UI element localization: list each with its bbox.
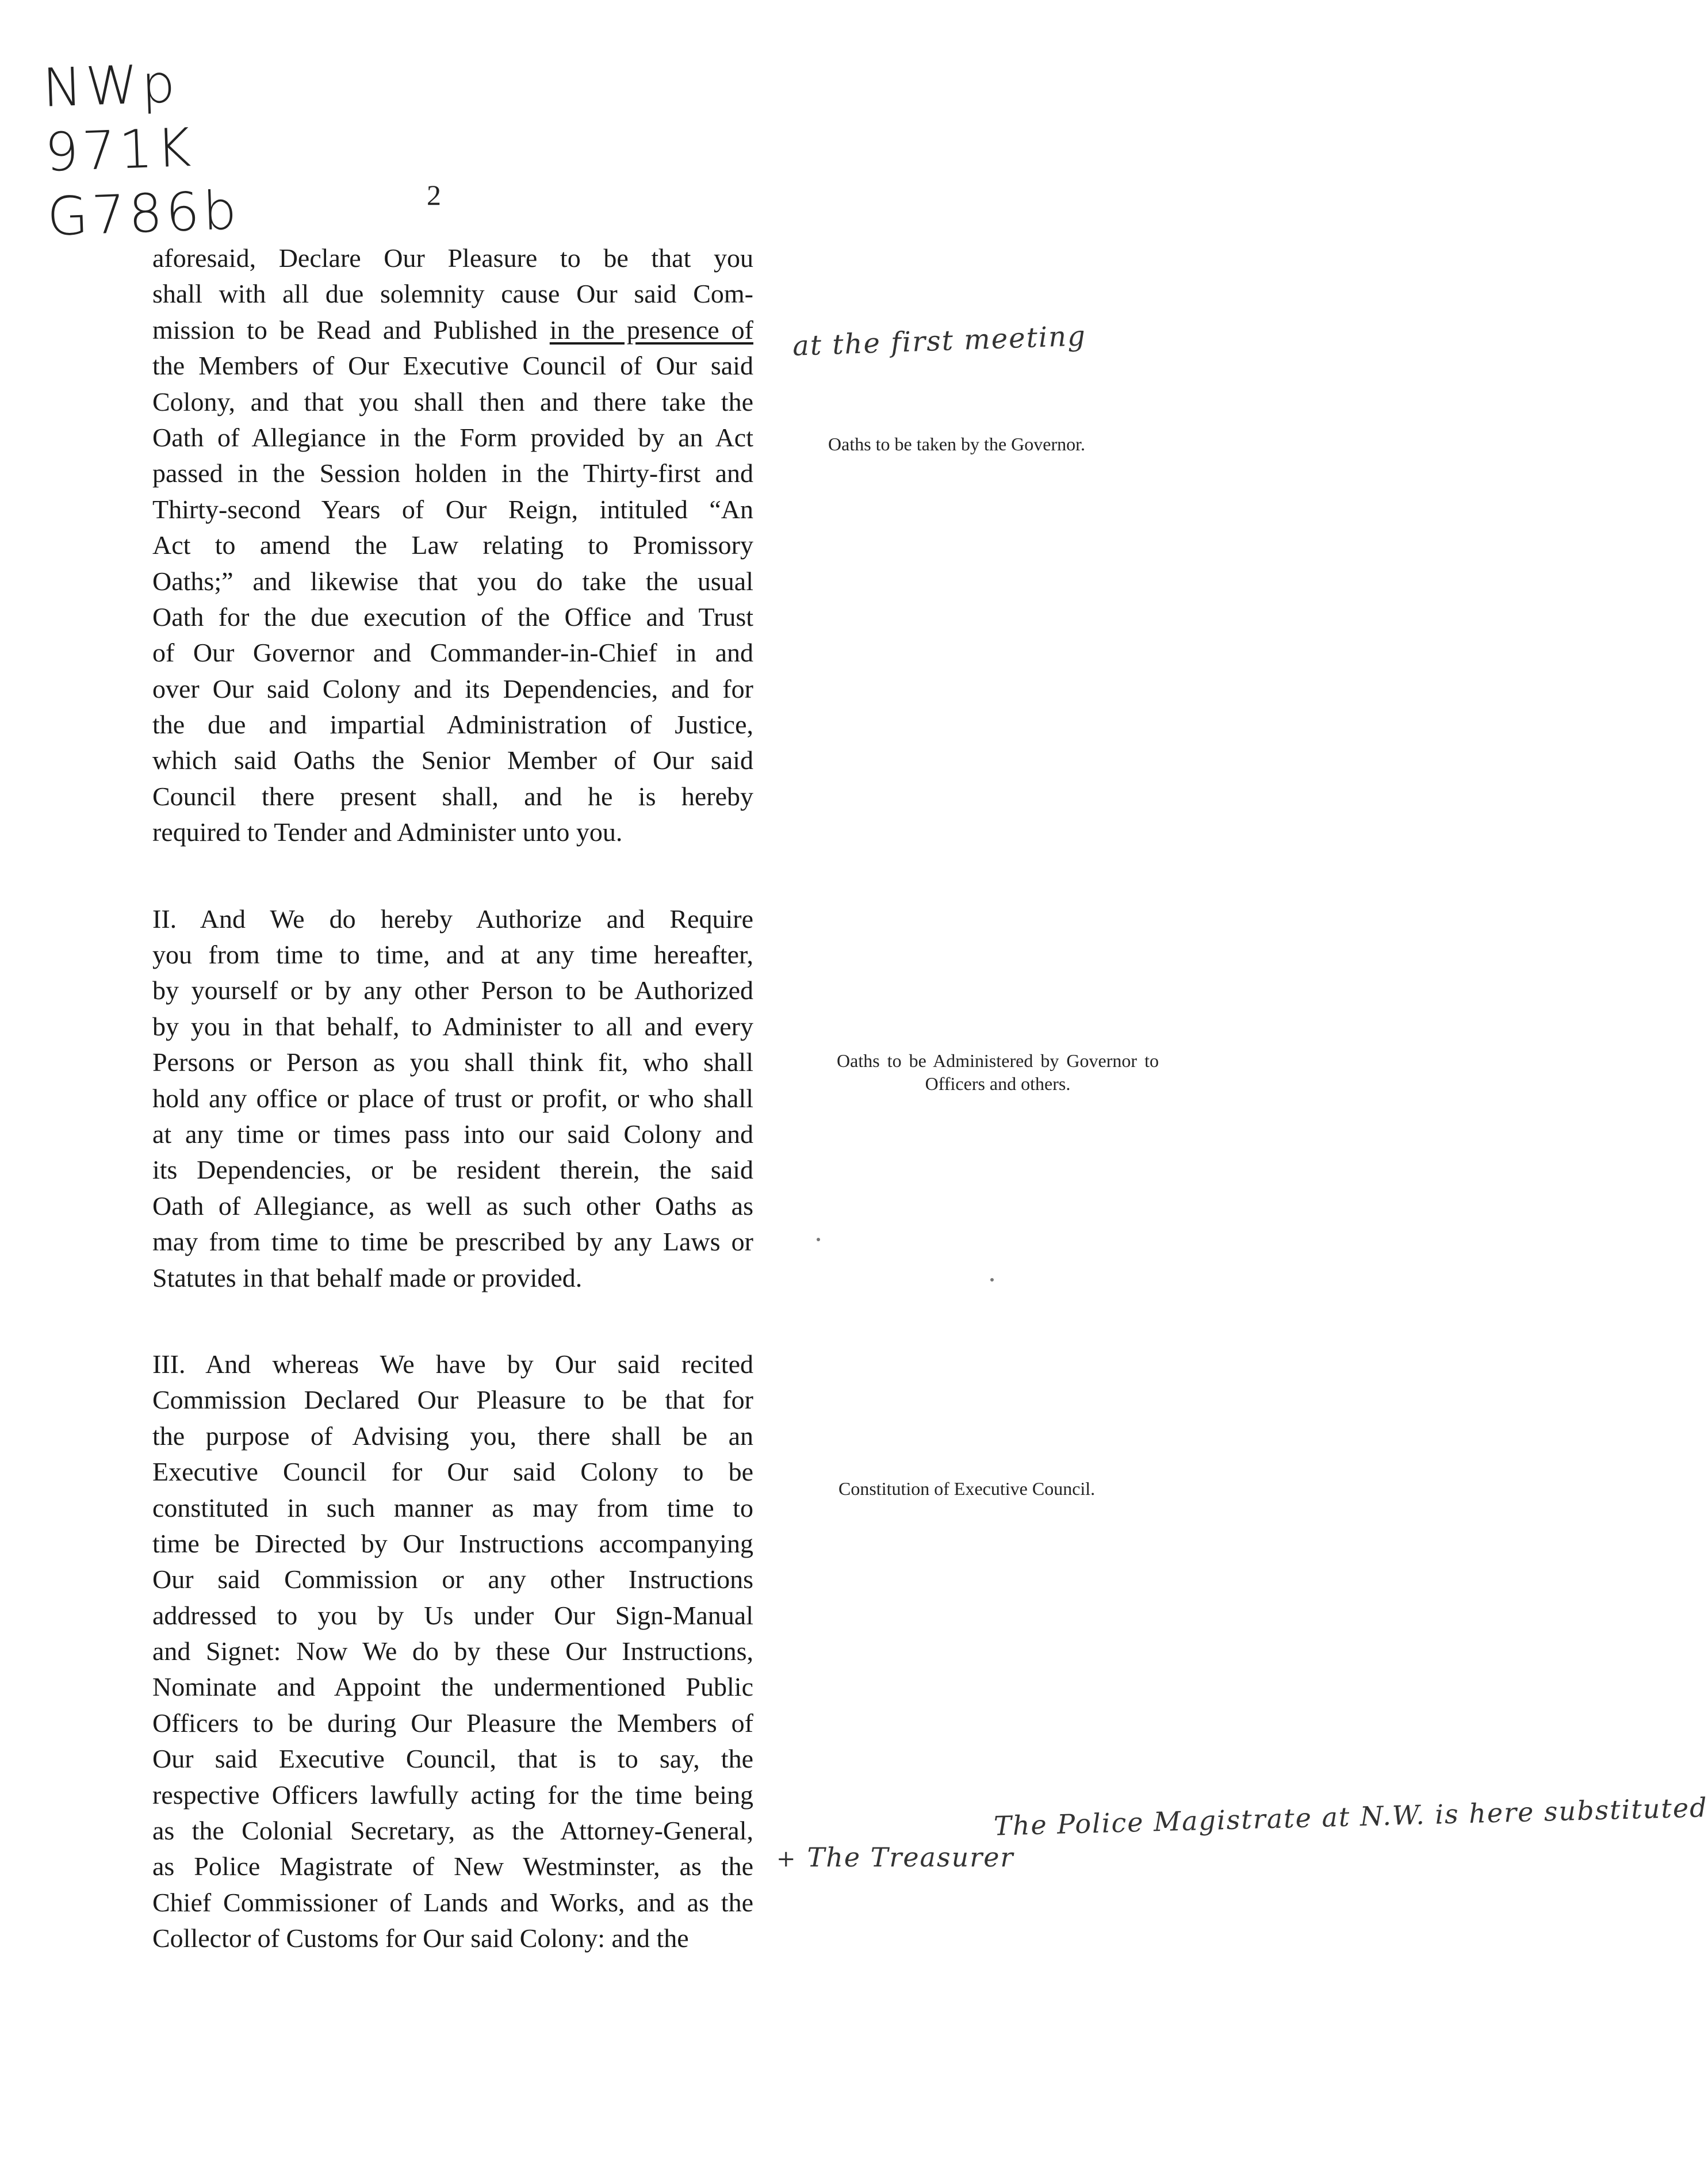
text-line: Act to amend the Law relating to Promissory — [152, 530, 753, 560]
text-line: hold any office or place of trust or profit, or who shall — [152, 1083, 753, 1113]
text-line: Colony, and that you shall then and there take the — [152, 387, 753, 416]
handwritten-call-number — [41, 49, 241, 249]
text-line: respective Officers lawfully acting for the time being — [152, 1780, 753, 1810]
text-line: Collector of Customs for Our said Colony: and the — [152, 1923, 689, 1953]
margin-note-oaths-governor: Oaths to be taken by the Governor. — [828, 434, 1085, 454]
text-line: by you in that behalf, to Administer to all and every — [152, 1011, 753, 1041]
text-line: the Members of Our Executive Council of Our said — [152, 351, 753, 381]
text-line: Oath for the due execution of the Office and Trust — [152, 602, 753, 632]
text-line: constituted in such manner as may from time to — [152, 1493, 753, 1523]
margin-note-executive-council: Constitution of Executive Council. — [838, 1478, 1096, 1499]
underlined-phrase: in the presence of — [549, 315, 753, 345]
call-number-line: G786b — [46, 179, 241, 248]
text-line: Executive Council for Our said Colony to be — [152, 1457, 753, 1487]
body-text — [152, 240, 753, 2007]
text-line: at any time or times pass into our said Colony and — [152, 1119, 753, 1149]
text-line: Statutes in that behalf made or provided. — [152, 1263, 583, 1292]
text-line: Thirty-second Years of Our Reign, intituled “An — [152, 494, 753, 524]
text-line: as Police Magistrate of New Westminster, as the — [152, 1852, 753, 1881]
handwritten-plus-sign: + — [776, 1846, 797, 1872]
text-line: which said Oaths the Senior Member of Our said — [152, 745, 753, 775]
margin-note-oaths-officers: Oaths to be Administered by Governor to Officers and others. — [837, 1050, 1159, 1094]
ink-speck — [990, 1278, 994, 1282]
text-line: by yourself or by any other Person to be Authorized — [152, 976, 753, 1005]
text-line: Nominate and Appoint the undermentioned Public — [152, 1672, 753, 1702]
text-line: as the Colonial Secretary, as the Attorney-General, — [152, 1816, 753, 1846]
text-line: Persons or Person as you shall think fit, who shall — [152, 1047, 753, 1077]
handwritten-police-magistrate: The Police Magistrate at N.W. is here substituted — [993, 1792, 1708, 1842]
text-line: its Dependencies, or be resident therein, the said — [152, 1155, 753, 1185]
text-line: mission to be Read and Published in the presence of — [152, 315, 753, 345]
text-line: over Our said Colony and its Dependencies, and for — [152, 674, 753, 703]
text-line: may from time to time be prescribed by any Laws or — [152, 1227, 753, 1257]
text-line: passed in the Session holden in the Thirty-first and — [152, 458, 753, 488]
text-line: Council there present shall, and he is hereby — [152, 781, 753, 811]
text-line: the purpose of Advising you, there shall be an — [152, 1421, 753, 1451]
handwritten-treasurer-text: The Treasurer — [807, 1842, 1014, 1873]
text-line: Commission Declared Our Pleasure to be that for — [152, 1385, 753, 1415]
text-line: Officers to be during Our Pleasure the Members of — [152, 1708, 753, 1738]
paragraph-oaths-governor — [152, 240, 753, 851]
text-line: Chief Commissioner of Lands and Works, and as the — [152, 1887, 753, 1917]
call-number-line: 971K — [44, 116, 196, 183]
text-line: addressed to you by Us under Our Sign-Manual — [152, 1600, 753, 1630]
text-line: Oath of Allegiance in the Form provided by an Act — [152, 422, 753, 452]
text-line: Our said Executive Council, that is to say, the — [152, 1744, 753, 1774]
text-line: you from time to time, and at any time hereafter, — [152, 940, 753, 970]
text-line: Our said Commission or any other Instructions — [152, 1565, 753, 1594]
text-line: required to Tender and Administer unto you. — [152, 817, 623, 847]
text-line: and Signet: Now We do by these Our Instructions, — [152, 1636, 753, 1666]
text-line: shall with all due solemnity cause Our said Com- — [152, 279, 753, 309]
paragraph-iii — [152, 1347, 753, 1957]
ink-speck — [817, 1238, 820, 1241]
text-line: III. And whereas We have by Our said recited — [152, 1349, 753, 1379]
text-line: Oath of Allegiance, as well as such other Oaths as — [152, 1191, 753, 1221]
handwritten-treasurer — [776, 1842, 1014, 1873]
text-line: II. And We do hereby Authorize and Require — [152, 904, 753, 934]
text-line: of Our Governor and Commander-in-Chief in and — [152, 638, 753, 668]
text-line: aforesaid, Declare Our Pleasure to be that you — [152, 243, 753, 273]
page-number: 2 — [427, 179, 441, 211]
text-line: Oaths;” and likewise that you do take the usual — [152, 566, 753, 596]
handwritten-first-meeting: at the first meeting — [792, 320, 1087, 362]
text-line: time be Directed by Our Instructions accompanying — [152, 1528, 753, 1558]
text-line: the due and impartial Administration of Justice, — [152, 710, 753, 740]
call-number-line: NWp — [41, 52, 180, 119]
paragraph-ii — [152, 901, 753, 1296]
